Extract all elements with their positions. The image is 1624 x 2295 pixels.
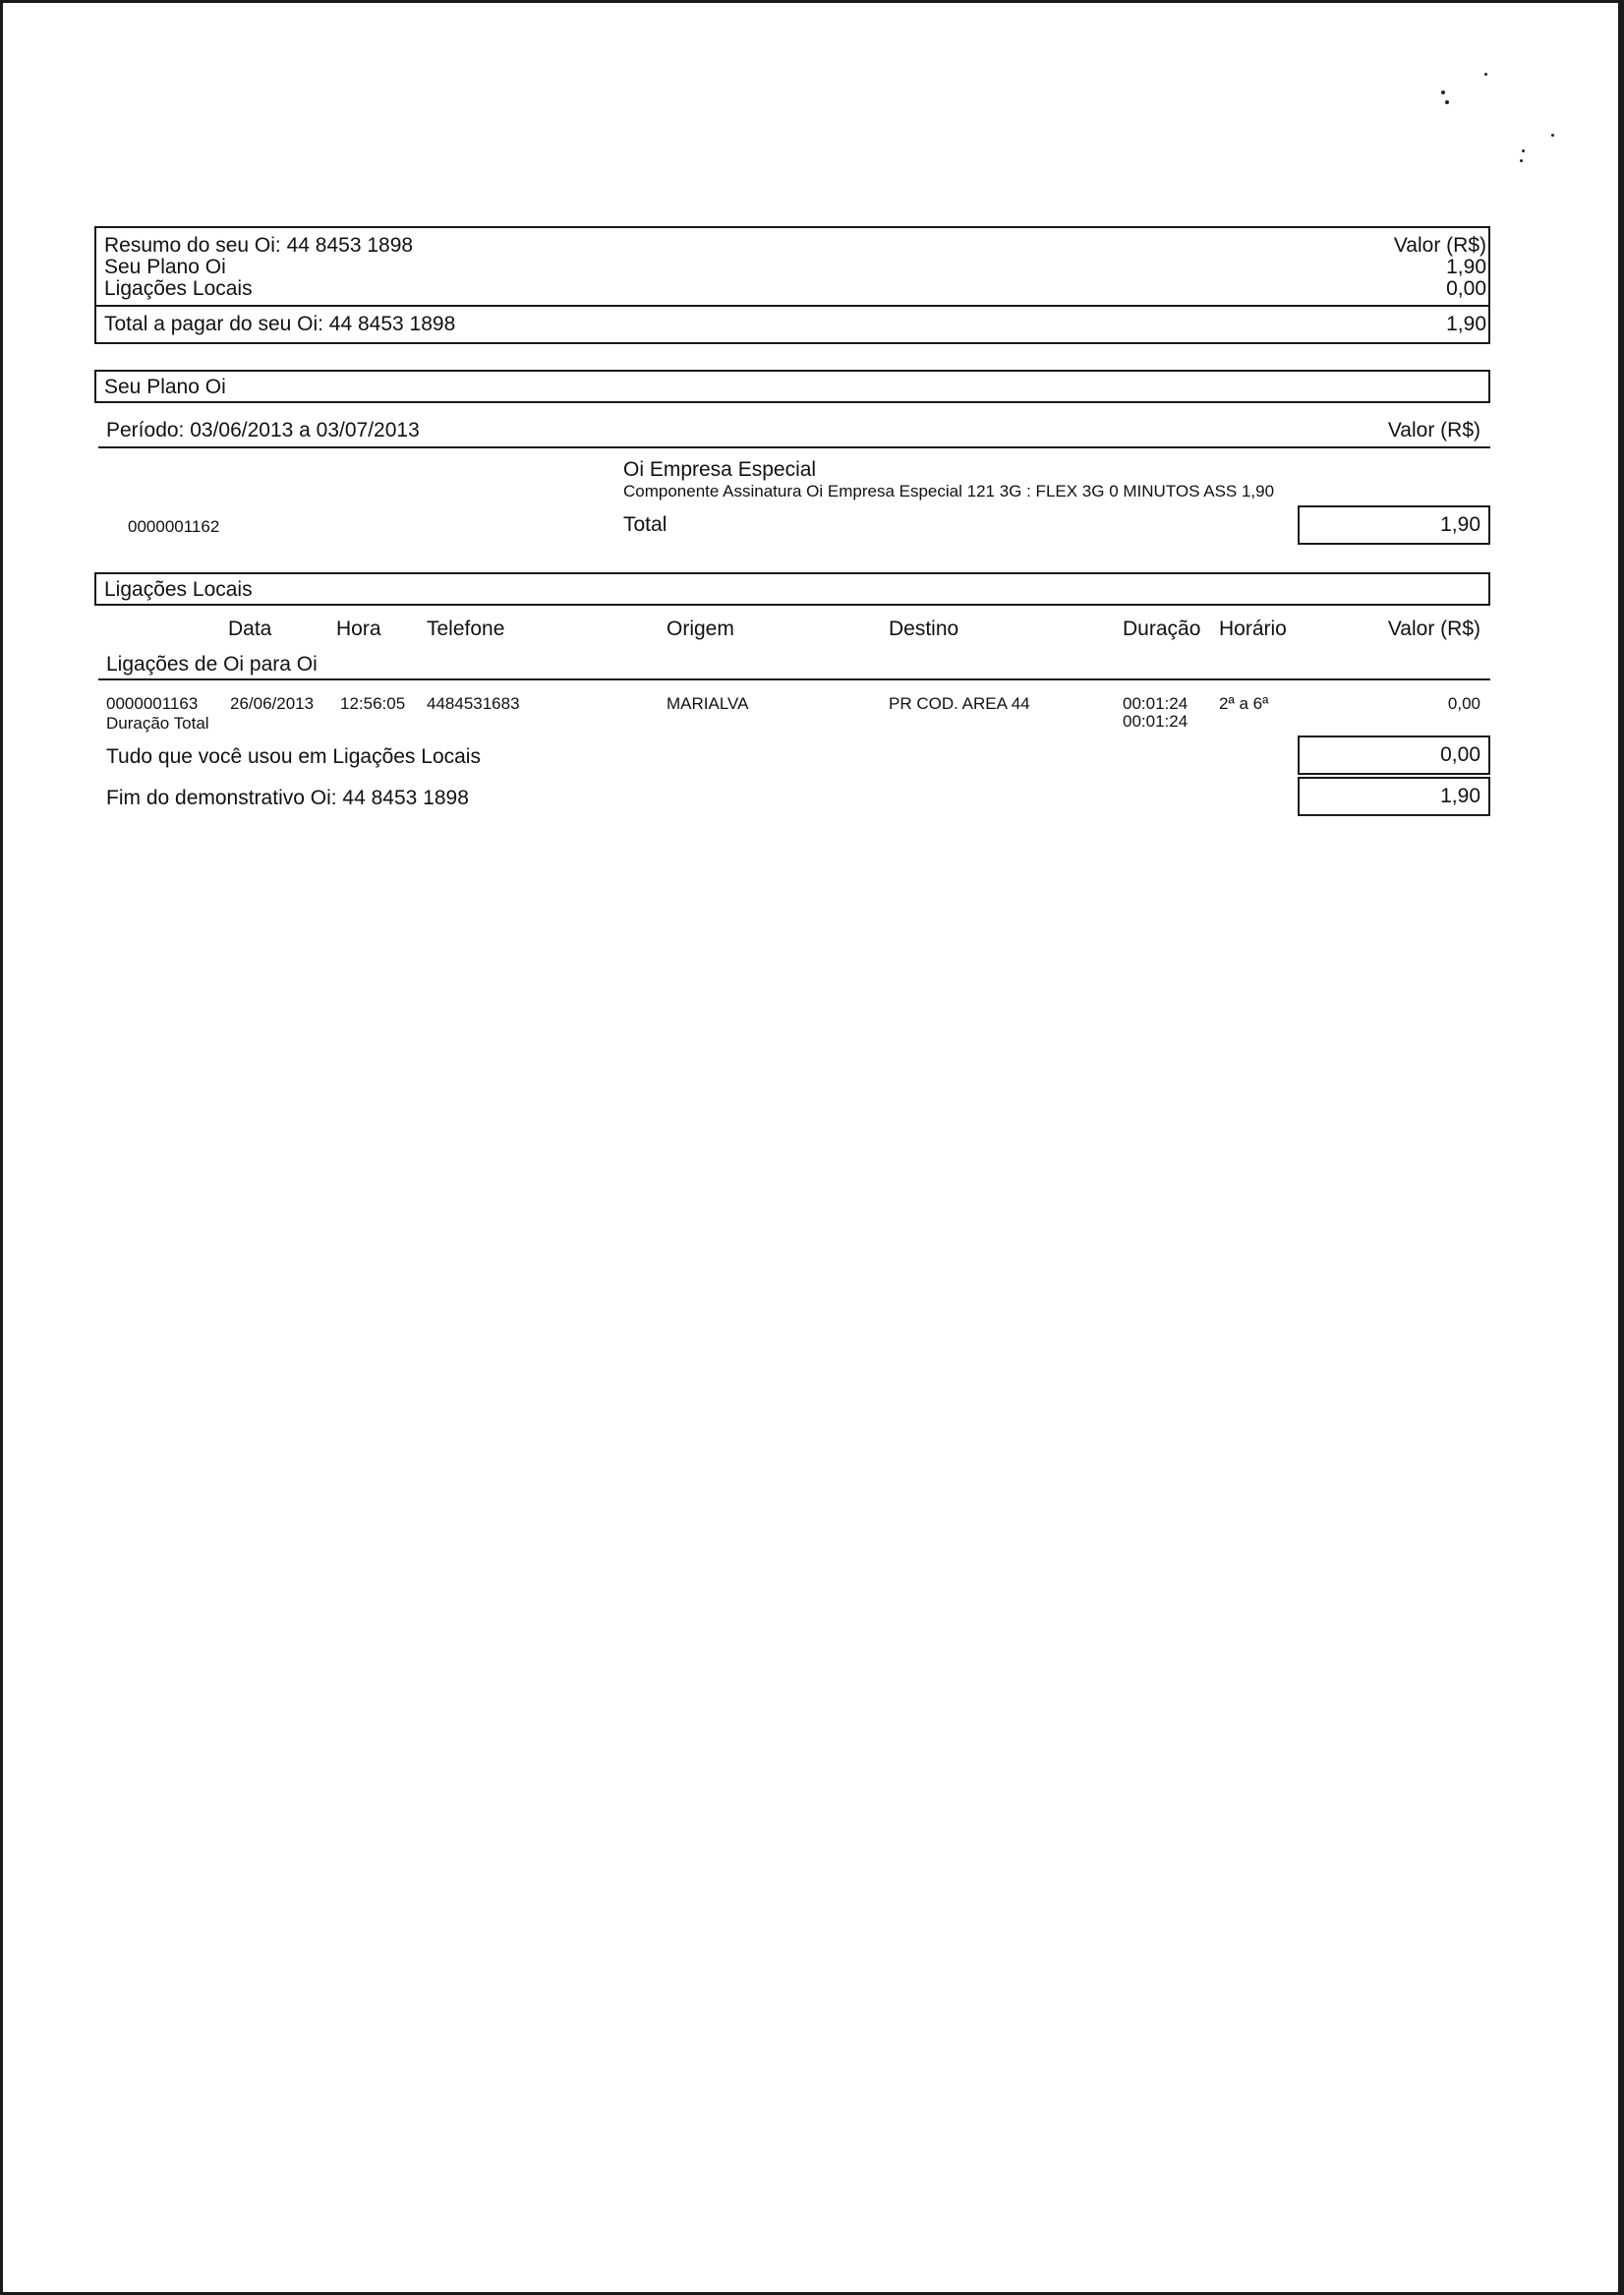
calls-header-divider bbox=[98, 678, 1490, 680]
statement-end-value: 1,90 bbox=[1440, 785, 1480, 807]
call-phone: 4484531683 bbox=[427, 694, 520, 713]
column-header-valor: Valor (R$) bbox=[1387, 618, 1480, 640]
summary-item-value: 0,00 bbox=[1446, 277, 1486, 300]
calls-used-label: Tudo que você usou em Ligações Locais bbox=[106, 745, 481, 768]
plan-name: Oi Empresa Especial bbox=[623, 458, 817, 481]
summary-item-label: Ligações Locais bbox=[104, 277, 253, 300]
summary-title: Resumo do seu Oi: 44 8453 1898 bbox=[104, 234, 414, 257]
scan-speck bbox=[1520, 159, 1523, 162]
plan-total-label: Total bbox=[623, 513, 667, 536]
column-header-hora: Hora bbox=[336, 618, 381, 640]
call-time: 12:56:05 bbox=[340, 694, 406, 713]
scan-speck bbox=[1551, 134, 1554, 137]
duration-total-value: 00:01:24 bbox=[1123, 712, 1189, 731]
scan-speck bbox=[1441, 90, 1445, 94]
call-code: 0000001163 bbox=[106, 694, 199, 713]
call-duration: 00:01:24 bbox=[1123, 694, 1189, 713]
summary-item-label: Seu Plano Oi bbox=[104, 256, 226, 278]
scan-speck bbox=[1484, 73, 1487, 76]
call-destination: PR COD. AREA 44 bbox=[889, 694, 1030, 713]
call-schedule: 2ª a 6ª bbox=[1219, 694, 1269, 713]
calls-section-title: Ligações Locais bbox=[104, 578, 253, 601]
plan-header-divider bbox=[98, 446, 1490, 448]
scan-speck bbox=[1522, 149, 1525, 152]
call-origin: MARIALVA bbox=[667, 694, 749, 713]
summary-total-label: Total a pagar do seu Oi: 44 8453 1898 bbox=[104, 313, 456, 335]
column-header-duracao: Duração bbox=[1123, 618, 1201, 640]
column-header-horario: Horário bbox=[1219, 618, 1287, 640]
summary-divider bbox=[94, 305, 1490, 307]
column-header-destino: Destino bbox=[889, 618, 959, 640]
calls-used-value: 0,00 bbox=[1440, 743, 1480, 766]
summary-value-header: Valor (R$) bbox=[1393, 234, 1486, 257]
scan-speck bbox=[1445, 100, 1449, 104]
summary-total-value: 1,90 bbox=[1446, 313, 1486, 335]
plan-section-title: Seu Plano Oi bbox=[104, 376, 226, 398]
call-date: 26/06/2013 bbox=[230, 694, 315, 713]
column-header-telefone: Telefone bbox=[427, 618, 505, 640]
call-value: 0,00 bbox=[1447, 694, 1480, 713]
statement-end-label: Fim do demonstrativo Oi: 44 8453 1898 bbox=[106, 787, 469, 809]
plan-total-value: 1,90 bbox=[1440, 513, 1480, 536]
calls-group-title: Ligações de Oi para Oi bbox=[106, 653, 318, 676]
calls-title-box bbox=[94, 572, 1490, 606]
plan-code: 0000001162 bbox=[128, 517, 220, 536]
column-header-origem: Origem bbox=[667, 618, 734, 640]
summary-item-value: 1,90 bbox=[1446, 256, 1486, 278]
plan-value-header: Valor (R$) bbox=[1387, 419, 1480, 441]
duration-total-label: Duração Total bbox=[106, 714, 209, 733]
plan-title-box bbox=[94, 370, 1490, 403]
column-header-data: Data bbox=[228, 618, 272, 640]
plan-period: Período: 03/06/2013 a 03/07/2013 bbox=[106, 419, 420, 441]
plan-component: Componente Assinatura Oi Empresa Especial 121 3G : FLEX 3G 0 MINUTOS ASS 1,90 bbox=[623, 482, 1275, 500]
